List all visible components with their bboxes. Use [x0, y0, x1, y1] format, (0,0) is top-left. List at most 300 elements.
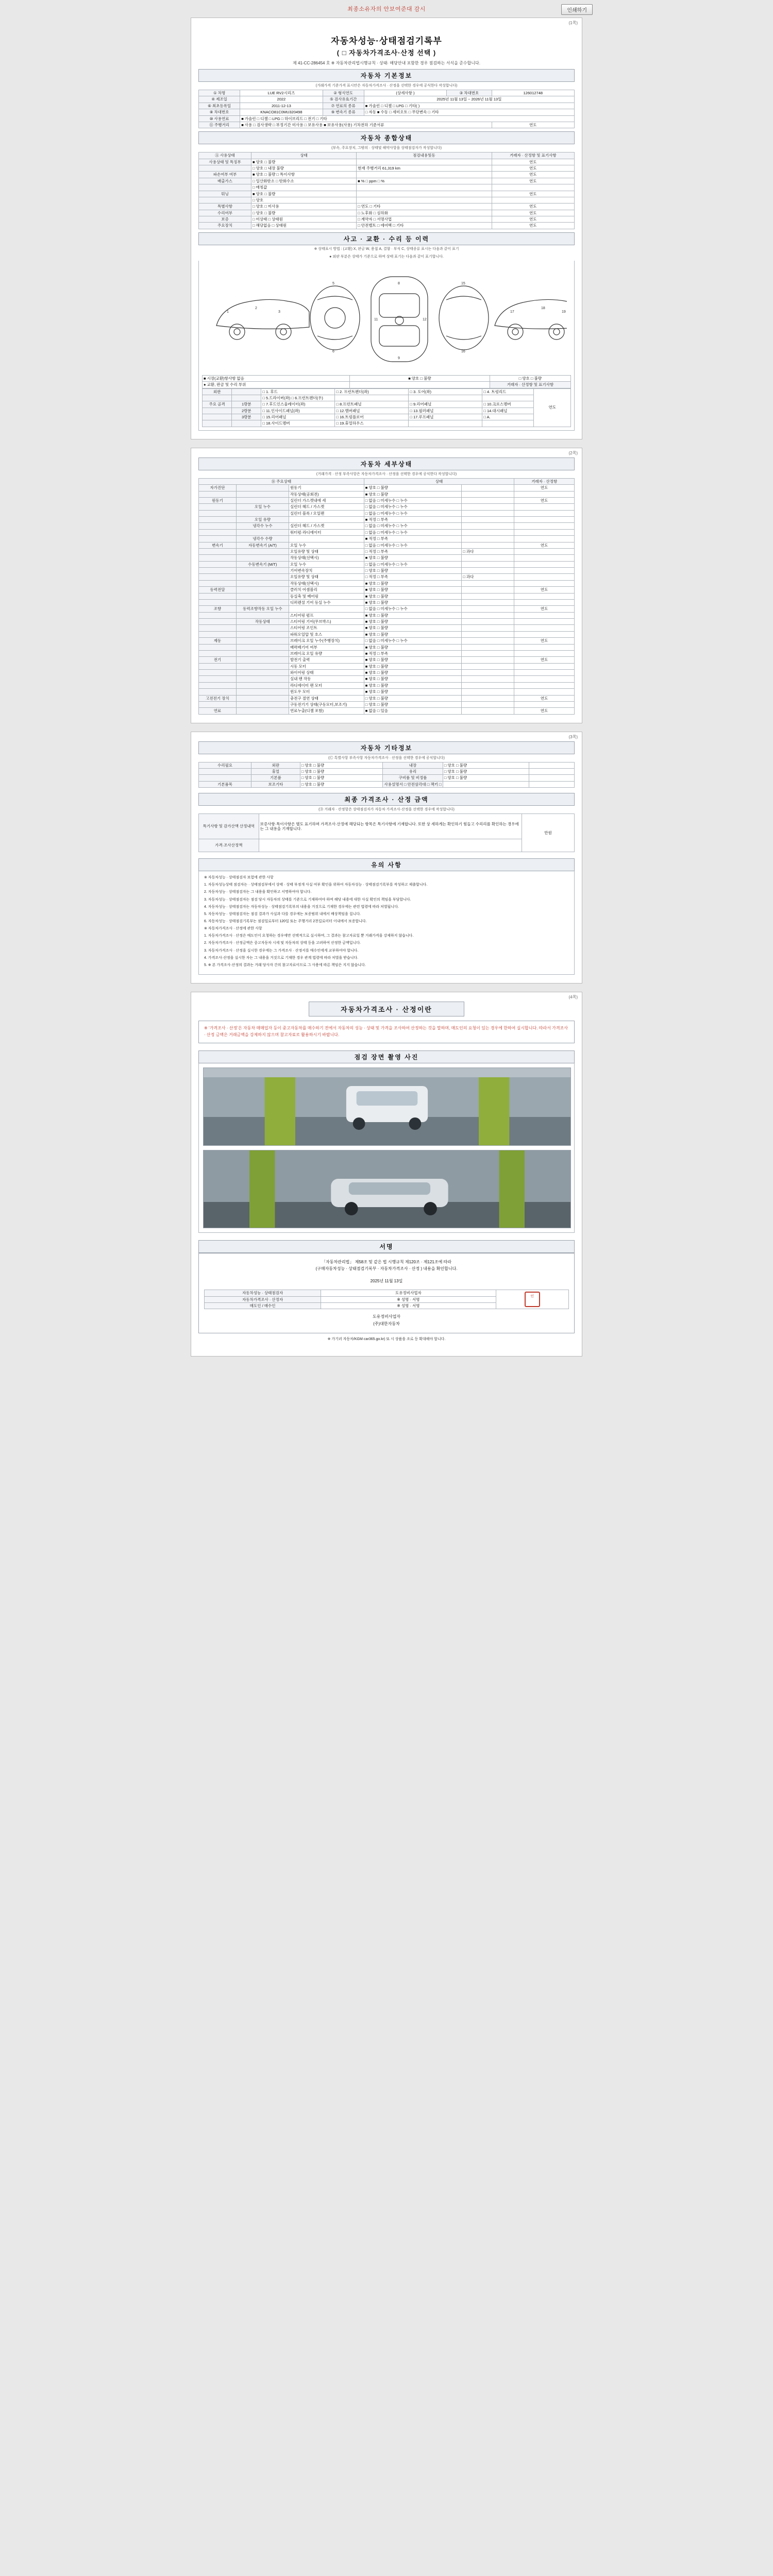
- panel-group: [203, 395, 232, 401]
- detail-item: [289, 517, 364, 523]
- svg-text:8: 8: [398, 281, 400, 285]
- detail-item: 클러치 어셈블리: [289, 587, 364, 593]
- panel-option: □ 10.크로스멤버: [482, 401, 534, 408]
- print-button[interactable]: 인쇄하기: [561, 4, 593, 15]
- final-price-table: [198, 814, 575, 852]
- section-detail-state-title: 자동차 세부상태: [198, 457, 575, 470]
- state-option-b: ■ % □ ppm □ %: [357, 178, 492, 184]
- state-label: [199, 184, 251, 191]
- detail-option-2: [462, 599, 514, 605]
- detail-note: [514, 517, 575, 523]
- detail-group: [199, 580, 237, 586]
- caution-item: 6. 자동차성능 · 상태점검기록부는 점검일로부터 120일 또는 주행거리 2천킬로미터 이내에서 보증합니다.: [204, 919, 367, 923]
- detail-option-1: □ 없음 □ 미세누수 □ 누수: [364, 504, 462, 510]
- panel-group: [203, 408, 232, 414]
- detail-item: 기어변속장치: [289, 568, 364, 574]
- sheet-page-1: [191, 18, 582, 439]
- state-option-a: □ 일산화탄소 □ 탄화수소: [251, 178, 357, 184]
- detail-option-2: [462, 593, 514, 599]
- state-note: [492, 184, 574, 191]
- svg-text:6: 6: [332, 349, 334, 353]
- detail-note: 연도: [514, 497, 575, 503]
- detail-group: [199, 593, 237, 599]
- detail-sub: [236, 593, 289, 599]
- detail-option-1: ■ 양호 □ 불량: [364, 631, 462, 637]
- detail-sub: [236, 555, 289, 561]
- detail-sub: [236, 587, 289, 593]
- detail-sub: [236, 644, 289, 650]
- top-bar: [0, 0, 773, 18]
- detail-item: 연료누출(디젤 포함): [289, 708, 364, 714]
- table-row: [199, 109, 575, 115]
- detail-option-1: ■ 양호 □ 불량: [364, 612, 462, 618]
- table-row: [199, 555, 575, 561]
- table-row: [199, 103, 575, 109]
- other-note: [529, 769, 575, 775]
- panel-option: □ 16.트렁플로어: [335, 414, 409, 420]
- detail-col-3: 거래자 · 산정항: [514, 478, 575, 484]
- detail-option-2: [462, 708, 514, 714]
- sign-row-label: 매도인 / 매수인: [205, 1303, 321, 1309]
- detail-option-1: □ 적정 □ 부족: [364, 574, 462, 580]
- page-2-number: (2쪽): [568, 450, 578, 455]
- table-row: [199, 769, 575, 775]
- detail-group: 자가진단: [199, 485, 237, 491]
- detail-note: [514, 676, 575, 682]
- panel-note: 연도: [534, 388, 571, 427]
- price-row-label: 특기사항 및 감가산액 산정내역: [199, 814, 259, 839]
- detail-option-2: [462, 555, 514, 561]
- table-row: [199, 587, 575, 593]
- legend-table: [202, 375, 571, 388]
- page-title: 자동차성능·상태점검기록부: [331, 36, 442, 46]
- car-diagram-svg: [206, 264, 567, 372]
- table-row: [203, 375, 571, 381]
- state-label: 주요장치: [199, 223, 251, 229]
- caution-item: 1. 자동차성능상태 점검자는 · 상태점검부에서 상태 · 상태 부정개 사실 여부 확인을 위하여 자동차성능 · 상태점검기록부를 작성하고 제출합니다.: [204, 883, 428, 887]
- detail-option-2: [462, 536, 514, 542]
- state-option-a: ■ 양호 □ 불량: [251, 159, 357, 165]
- detail-option-1: □ 없음 □ 미세누수 □ 누수: [364, 561, 462, 567]
- detail-item: 작동상태(선택시): [289, 580, 364, 586]
- detail-item: 실내 팬 작동: [289, 676, 364, 682]
- detail-option-1: □ 없음 □ 미세누수 □ 누수: [364, 542, 462, 548]
- other-label-b: 유리: [383, 769, 443, 775]
- panel-parts-table: [202, 388, 571, 427]
- detail-note: [514, 491, 575, 497]
- table-row: [199, 631, 575, 637]
- other-label-b: 사용설명서 □ 안전삼각대 □ 잭키 □: [383, 781, 443, 787]
- detail-note: [514, 663, 575, 669]
- basic-label: ① 차명: [199, 90, 240, 96]
- caution-item: 4. 자동차성능 · 상태점검자는 자동차성능 · 상태점검기록부의 내용을 거짓으로 기재한 경우에는 관련 법령에 따라 처벌됩니다.: [204, 905, 399, 909]
- other-group: [199, 775, 251, 781]
- detail-group: 조향: [199, 606, 237, 612]
- inspection-photo-2: [203, 1150, 571, 1228]
- detail-group: [199, 689, 237, 695]
- detail-group: [199, 676, 237, 682]
- table-row: [199, 122, 575, 128]
- other-option-b: □ 양호 □ 불량: [443, 775, 529, 781]
- basic-label: ⑥ 최초등록일: [199, 103, 240, 109]
- detail-option-1: □ 없음 □ 미세누수 □ 누수: [364, 606, 462, 612]
- state-note: 연도: [492, 223, 574, 229]
- table-row: [199, 695, 575, 701]
- table-row: [199, 568, 575, 574]
- detail-sub: [236, 599, 289, 605]
- detail-note: [514, 568, 575, 574]
- price-row-label: 가격·조사산정액: [199, 839, 259, 852]
- guide-body: [198, 1021, 575, 1043]
- state-option-a: ■ 양호 □ 불량 □ 특이사항: [251, 172, 357, 178]
- detail-option-2: [462, 510, 514, 516]
- sign-row-label: 자동차성능 · 상태점검자: [205, 1290, 321, 1296]
- state-note: 연도: [492, 159, 574, 165]
- basic-label: ⑤ 검사유효기간: [323, 96, 364, 103]
- panel-option: □ 3. 도어(좌): [409, 388, 482, 395]
- detail-sub: [236, 631, 289, 637]
- section-overall-state-title: 자동차 종합상태: [198, 131, 575, 144]
- table-row: [199, 542, 575, 548]
- state-col-2: 점검내용및동: [357, 152, 492, 159]
- basic-label: ⑪ 주행거리: [199, 122, 240, 128]
- table-row: [199, 115, 575, 122]
- table-row: [199, 701, 575, 707]
- detail-option-1: ■ 적정 □ 부족: [364, 536, 462, 542]
- detail-group: [199, 663, 237, 669]
- detail-option-1: ■ 양호 □ 불량: [364, 580, 462, 586]
- detail-option-1: ■ 양호 □ 불량: [364, 491, 462, 497]
- sign-row-value: ※ 성명 · 서명: [321, 1296, 496, 1302]
- signature-box: [198, 1253, 575, 1333]
- svg-text:5: 5: [332, 281, 334, 285]
- detail-option-2: [462, 529, 514, 535]
- table-row: [199, 485, 575, 491]
- detail-option-2: [462, 587, 514, 593]
- detail-note: 연도: [514, 708, 575, 714]
- sign-date: 2025년 11월 13일: [370, 1278, 403, 1283]
- panel-option: □ 7.후드인스울레이터(좌): [261, 401, 335, 408]
- price-unit: 만원: [522, 814, 574, 852]
- detail-item: [289, 606, 364, 612]
- table-row: [199, 523, 575, 529]
- detail-item: 실린더 헤드 / 가스켓: [289, 523, 364, 529]
- basic-value: (상세사항 ): [364, 90, 446, 96]
- photo-2-svg: [204, 1150, 570, 1228]
- detail-option-1: □ 없음 □ 미세누수 □ 누수: [364, 523, 462, 529]
- detail-option-1: ■ 양호 □ 불량: [364, 663, 462, 669]
- detail-group: [199, 631, 237, 637]
- section-basic-info-title: 자동차 기본정보: [198, 69, 575, 82]
- panel-sub: [232, 395, 261, 401]
- table-row: [199, 90, 575, 96]
- detail-option-1: □ 양호 □ 불량: [364, 568, 462, 574]
- state-label: 튀닝: [199, 191, 251, 197]
- photo-list: [198, 1063, 575, 1233]
- table-row: [199, 606, 575, 612]
- caution-item: 3. 자동차가격조사 · 산정을 실시한 경우에는 그 가격조사 · 산정서를 매수인에게 교부하여야 합니다.: [204, 948, 359, 953]
- state-option-b: [357, 191, 492, 197]
- basic-label: ⑦ 연료의 종류: [323, 103, 364, 109]
- section-other-info-note: (Ⓒ 특별사항 부족사항 자동차가격조사 · 산정을 선택한 경우에 공식합니다): [328, 756, 445, 760]
- state-option-a: □ 매칭값: [251, 184, 357, 191]
- table-row: [203, 401, 571, 408]
- legend-options: ■ 양호 □ 불량: [350, 375, 490, 381]
- detail-group: 연료: [199, 708, 237, 714]
- seal-stamp: 인: [525, 1292, 540, 1307]
- detail-option-1: □ 없음 □ 미세누수 □ 누수: [364, 497, 462, 503]
- detail-sub: 자동변속기 (A/T): [236, 542, 289, 548]
- detail-group: [199, 561, 237, 567]
- detail-option-1: ■ 없음 □ 있음: [364, 708, 462, 714]
- detail-option-1: ■ 양호 □ 불량: [364, 670, 462, 676]
- detail-sub: [236, 708, 289, 714]
- detail-item: 실린더 가스켓내에 세: [289, 497, 364, 503]
- detail-group: 변속기: [199, 542, 237, 548]
- caution-item: 3. 자동차성능 · 상태점검자는 점검 당시 자동차의 상태를 기준으로 기재하여야 하며 해당 내용에 대한 사실 확인의 책임을 부담합니다.: [204, 897, 411, 902]
- svg-text:15: 15: [461, 281, 465, 285]
- detail-sub: [236, 650, 289, 656]
- other-label-a: 기본품: [251, 775, 300, 781]
- panel-option: [482, 395, 534, 401]
- doc-line-1: 제 41-CC-286454 호 ※ 자동차관리법시행규칙 · 상태· 해당안내 포함한 경우 점검하는 서식을 준수합니다.: [293, 61, 480, 65]
- state-label: [199, 197, 251, 203]
- svg-text:2: 2: [255, 306, 257, 310]
- detail-option-1: □ 양호 □ 불량: [364, 701, 462, 707]
- detail-item: 실린더 헤드 / 가스켓: [289, 504, 364, 510]
- panel-sub: 3량분: [232, 414, 261, 420]
- state-option-b: [357, 197, 492, 203]
- detail-sub: [236, 695, 289, 701]
- table-row: [199, 599, 575, 605]
- basic-value: ■ 가솔린 □ 디젤 □ LPG □ 기타( ): [364, 103, 574, 109]
- detail-sub: [236, 682, 289, 688]
- caution-item: 5. ※ 본 가격조사·산정의 결과는 거래 당사자 간의 참고자료이므로 그 사용에 따른 책임은 지지 않습니다.: [204, 963, 366, 967]
- detail-item: 스티어링 조인트: [289, 625, 364, 631]
- detail-sub: 오일 누수: [236, 504, 289, 510]
- basic-value: LUE RV2시리즈: [240, 90, 323, 96]
- sign-row-label: 자동차가격조사 · 산정자: [205, 1296, 321, 1302]
- section-basic-info-note: (거래가격 기준가격 표시안은 자동차가격조사 · 산정을 선택한 경우에 공식한다 작성합니다): [315, 84, 458, 88]
- legend-right: 거래자 · 산정항 및 표기사항: [490, 382, 570, 388]
- state-option-a: □ 양호 □ 불량: [251, 210, 357, 216]
- detail-group: [199, 682, 237, 688]
- section-detail-state-note: (거래가격 · 산정 부족사항은 자동차가격조사 · 산정을 선택한 경우에 공식한다 작성합니다): [316, 472, 457, 476]
- state-option-b: □ 연도 □ 기타: [357, 204, 492, 210]
- basic-label: ⑧ 차대번호: [199, 109, 240, 115]
- state-option-b: [357, 159, 492, 165]
- detail-note: [514, 689, 575, 695]
- detail-option-1: □ 없음 □ 미세누수 □ 누수: [364, 529, 462, 535]
- section-other-info-title: 자동차 기타정보: [198, 741, 575, 754]
- table-row: [199, 159, 575, 165]
- state-option-a: □ 양호: [251, 197, 357, 203]
- detail-item: 발전기 출력: [289, 657, 364, 663]
- basic-value: KNACO81C0MU320498: [240, 109, 323, 115]
- table-row: [199, 663, 575, 669]
- detail-option-2: [462, 491, 514, 497]
- detail-sub: [236, 625, 289, 631]
- state-label: 특별사항: [199, 204, 251, 210]
- detail-note: [514, 536, 575, 542]
- detail-sub: [236, 663, 289, 669]
- panel-sub: [232, 388, 261, 395]
- photo-1-svg: [204, 1068, 570, 1145]
- detail-item: 오일 누수: [289, 542, 364, 548]
- detail-note: 연도: [514, 606, 575, 612]
- detail-note: [514, 529, 575, 535]
- legend-options: [350, 382, 490, 388]
- caution-item: ※ 자동차가격조사 · 산정에 관한 사항: [204, 927, 262, 931]
- svg-text:18: 18: [541, 306, 545, 310]
- detail-item: 라디에이터 팬 모터: [289, 682, 364, 688]
- detail-note: 연도: [514, 695, 575, 701]
- table-row: [203, 388, 571, 395]
- detail-option-1: ■ 양호 □ 불량: [364, 676, 462, 682]
- signature-table: [204, 1290, 569, 1309]
- detail-sub: [236, 548, 289, 554]
- detail-option-2: [462, 657, 514, 663]
- page-subtitle: ( □ 자동차가격조사·산정 선택 ): [337, 49, 436, 57]
- detail-option-2: [462, 523, 514, 529]
- table-row: [199, 593, 575, 599]
- panel-option: □ 11.인사이드패널(좌): [261, 408, 335, 414]
- state-note: 연도: [492, 172, 574, 178]
- detail-sub: [236, 638, 289, 644]
- detail-sub: [236, 612, 289, 618]
- detail-option-1: ■ 양호 □ 불량: [364, 599, 462, 605]
- panel-option: □ 15.리어패널: [261, 414, 335, 420]
- guide-title: 자동차가격조사 · 산정이란: [309, 1002, 464, 1016]
- panel-group: 주요 골격: [203, 401, 232, 408]
- detail-item: 스티어링 기어(무브박스): [289, 619, 364, 625]
- detail-sub: [236, 670, 289, 676]
- table-row: [199, 762, 575, 768]
- state-col-3: 거래자 · 산정항 및 표기사항: [492, 152, 574, 159]
- table-row: [199, 775, 575, 781]
- state-option-b: [357, 172, 492, 178]
- detail-option-1: ■ 양호 □ 불량: [364, 587, 462, 593]
- detail-note: [514, 599, 575, 605]
- detail-group: [199, 529, 237, 535]
- basic-value: 2022: [240, 96, 323, 103]
- table-row: [199, 497, 575, 503]
- detail-note: [514, 650, 575, 656]
- state-option-b: □ 계약자 □ 서명사업: [357, 216, 492, 223]
- panel-sub: 2량분: [232, 408, 261, 414]
- detail-option-1: ■ 양호 □ 불량: [364, 485, 462, 491]
- detail-option-2: [462, 485, 514, 491]
- photo-section-title: 점검 장면 촬영 사진: [198, 1050, 575, 1063]
- detail-option-1: ■ 양호 □ 불량: [364, 657, 462, 663]
- other-label-b: 내장: [383, 762, 443, 768]
- detail-sub: [236, 701, 289, 707]
- caution-item: 4. 가격조사·산정을 실시한 자는 그 내용을 거짓으로 기재한 경우 관계 법령에 따라 처벌을 받습니다.: [204, 956, 359, 960]
- detail-note: 연도: [514, 657, 575, 663]
- detail-item: 오일 누수: [289, 561, 364, 567]
- detail-option-1: ■ 양호 □ 불량: [364, 555, 462, 561]
- detail-group: [199, 644, 237, 650]
- detail-option-2: [462, 561, 514, 567]
- detail-group: [199, 670, 237, 676]
- table-row: [199, 184, 575, 191]
- other-note: [529, 781, 575, 787]
- table-row: [199, 708, 575, 714]
- detail-note: [514, 644, 575, 650]
- basic-info-table: [198, 90, 575, 128]
- table-row: [199, 216, 575, 223]
- state-option-b: □ 노후화 □ 심하화: [357, 210, 492, 216]
- panel-option: □ A.: [482, 414, 534, 420]
- detail-option-2: [462, 542, 514, 548]
- detail-sub: [236, 689, 289, 695]
- detail-option-2: [462, 676, 514, 682]
- detail-group: 원동기: [199, 497, 237, 503]
- other-note: [529, 775, 575, 781]
- table-row: [199, 529, 575, 535]
- detail-sub: [236, 510, 289, 516]
- detail-item: 오일유량 및 상태: [289, 574, 364, 580]
- detail-note: [514, 670, 575, 676]
- table-row: [199, 689, 575, 695]
- cautions-list: [198, 871, 575, 975]
- detail-state-table: [198, 478, 575, 715]
- detail-sub: [236, 676, 289, 682]
- state-option-a: ■ 양호 □ 불량: [251, 191, 357, 197]
- detail-sub: [236, 580, 289, 586]
- detail-group: [199, 574, 237, 580]
- detail-group: [199, 701, 237, 707]
- detail-item: 충전구 절연 상태: [289, 695, 364, 701]
- table-row: [199, 536, 575, 542]
- basic-label: ⑨ 변속기 종류: [323, 109, 364, 115]
- detail-sub: 수동변속기 (M/T): [236, 561, 289, 567]
- detail-item: 파워오일압 및 호스: [289, 631, 364, 637]
- state-col-1: 상태: [251, 152, 357, 159]
- basic-label: ⑩ 사용연료: [199, 115, 240, 122]
- final-price-note: (Ⓓ 거래자 · 산정항은 상태점검자가 자동차 가격조사·산정을 선택한 경우에 작성합니다): [318, 808, 455, 812]
- detail-item: 브레이크 오일 누수(주행장치): [289, 638, 364, 644]
- detail-note: [514, 504, 575, 510]
- detail-item: 워터펌·라디에이터: [289, 529, 364, 535]
- stamp-line: 도유정비사업자: [372, 1314, 401, 1319]
- svg-text:9: 9: [398, 356, 400, 360]
- table-header-row: [199, 478, 575, 484]
- state-option-a: □ 미상태 □ 상태원: [251, 216, 357, 223]
- legend-right: □ 양호 □ 불량: [490, 375, 570, 381]
- state-label: 파손여부 여부: [199, 172, 251, 178]
- sheet-page-4: [191, 992, 582, 1357]
- other-group: 수리필요: [199, 762, 251, 768]
- panel-option: □ 12.멤버패널: [335, 408, 409, 414]
- detail-sub: [236, 568, 289, 574]
- caution-item: 1. 자동차가격조사 · 산정은 매도인이 요청하는 경우에만 선택적으로 실시하며, 그 결과는 참고자료일 뿐 거래가격을 강제하지 않습니다.: [204, 934, 414, 938]
- detail-note: 연도: [514, 542, 575, 548]
- panel-option: [482, 420, 534, 427]
- table-row: [199, 197, 575, 203]
- detail-group: [199, 612, 237, 618]
- detail-option-2: [462, 580, 514, 586]
- panel-option: □ 19.휴얼하우스: [335, 420, 409, 427]
- detail-option-2: [462, 695, 514, 701]
- detail-option-2: [462, 638, 514, 644]
- legend-text: ■ 시장(교환)항사항 없음: [203, 375, 350, 381]
- signature-title: 서명: [198, 1240, 575, 1253]
- table-row: [199, 580, 575, 586]
- detail-option-2: □ 과다: [462, 548, 514, 554]
- table-row: [199, 561, 575, 567]
- table-row: [199, 178, 575, 184]
